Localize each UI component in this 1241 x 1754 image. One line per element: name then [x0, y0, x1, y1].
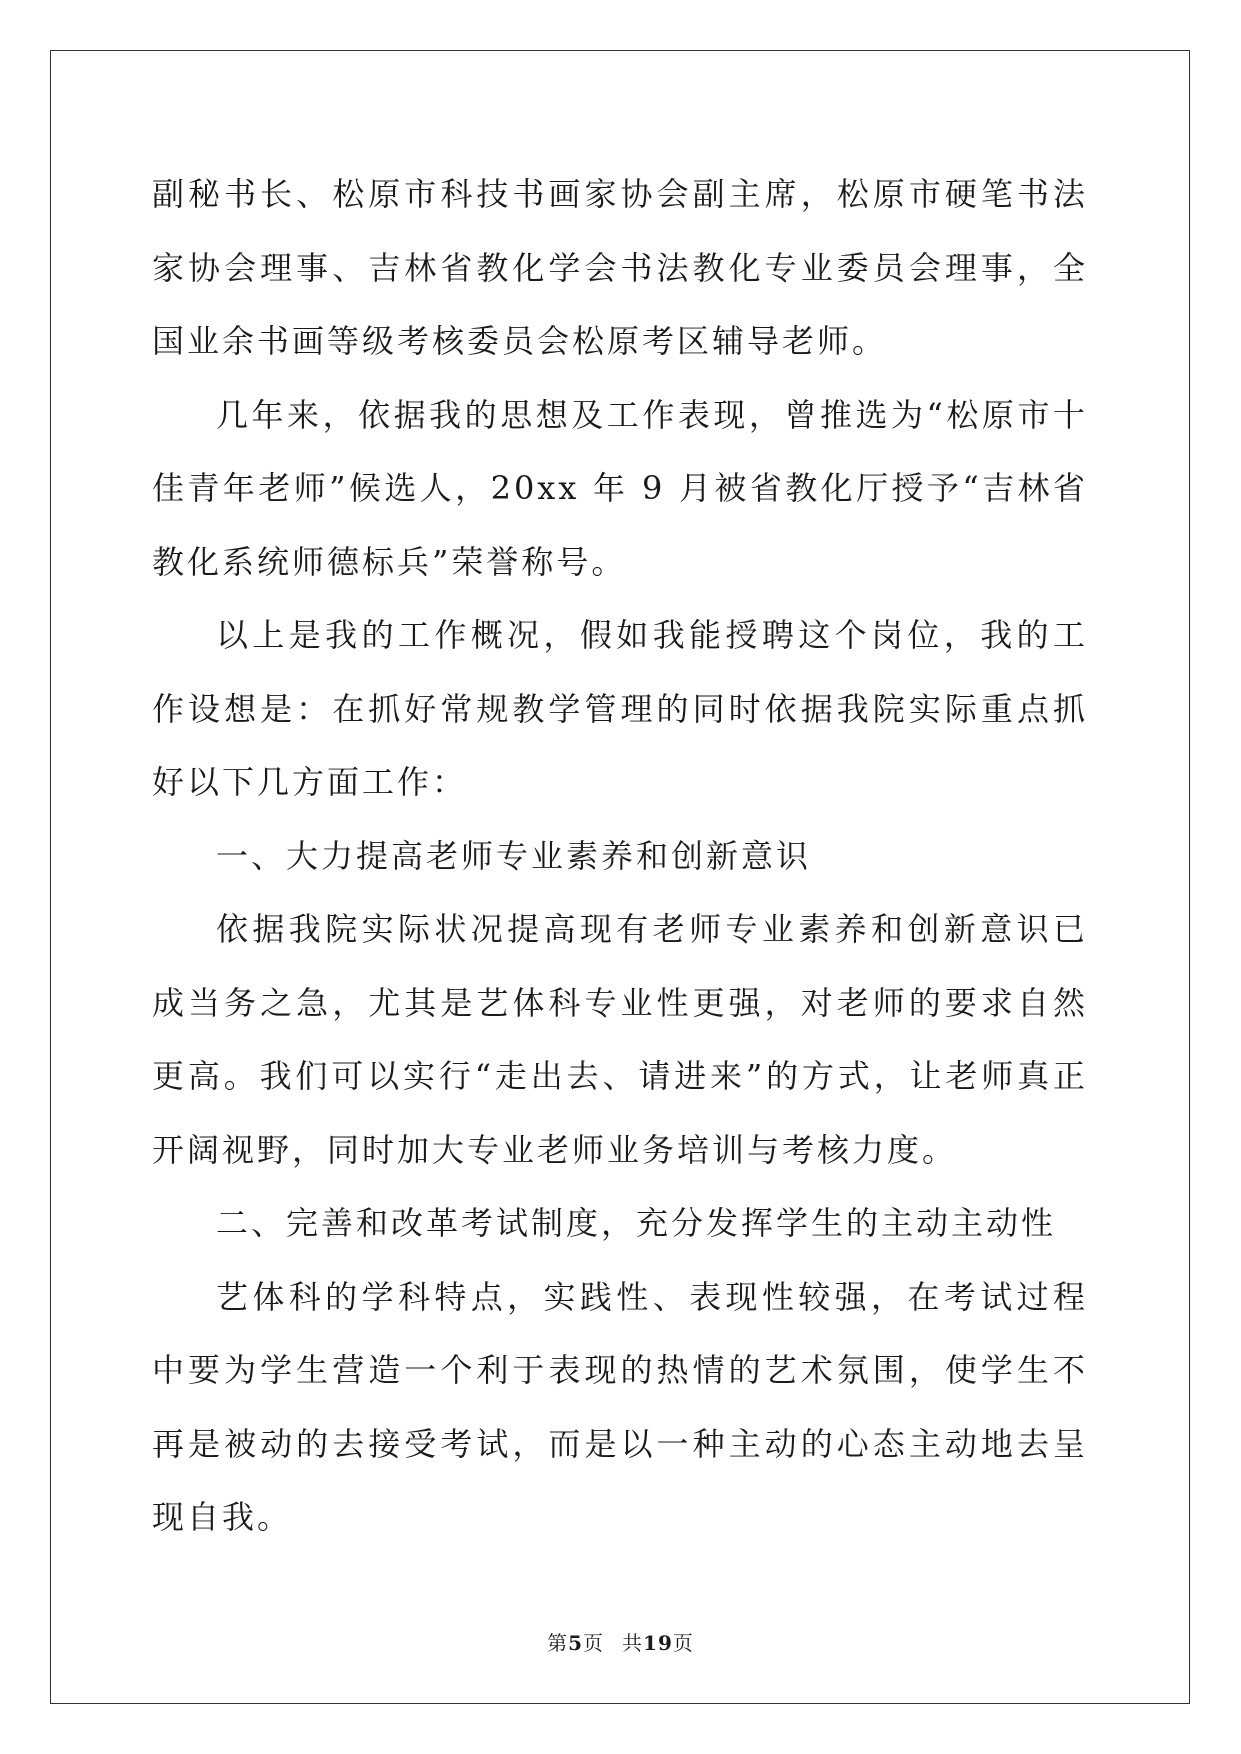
- total-suffix: 页: [672, 1631, 694, 1655]
- page-footer: [0, 1627, 1241, 1656]
- page-prefix: 第: [547, 1631, 569, 1655]
- paragraph-3: 以上是我的工作概况，假如我能授聘这个岗位，我的工作设想是：在抓好常规教学管理的同时依据我院实际重点抓好以下几方面工作：: [152, 616, 1088, 801]
- total-pages: 19: [643, 1631, 673, 1655]
- page-suffix: 页: [583, 1631, 605, 1655]
- total-prefix: 共: [622, 1631, 644, 1655]
- page-number: 5: [568, 1631, 584, 1655]
- paragraph-1: 副秘书长、松原市科技书画家协会副主席，松原市硬笔书法家协会理事、吉林省教化学会书法教化专业委员会理事，全国业余书画等级考核委员会松原考区辅导老师。: [152, 175, 1088, 360]
- section-heading-1: 一、大力提高老师专业素养和创新意识: [216, 836, 812, 875]
- document-body: [152, 158, 1088, 1555]
- section-heading-2: 二、完善和改革考试制度，充分发挥学生的主动主动性: [216, 1204, 1057, 1242]
- paragraph-4: 依据我院实际状况提高现有老师专业素养和创新意识已成当务之急，尤其是艺体科专业性更强，对老师的要求自然更高。我们可以实行“走出去、请进来”的方式，让老师真正开阔视野，同时加大专业老师业务培训与考核力度。: [152, 910, 1088, 1169]
- paragraph-2: 几年来，依据我的思想及工作表现，曾推选为“松原市十佳青年老师”候选人，20xx 年 9 月被省教化厅授予“吉林省教化系统师德标兵”荣誉称号。: [152, 395, 1088, 581]
- paragraph-5: 艺体科的学科特点，实践性、表现性较强，在考试过程中要为学生营造一个利于表现的热情的艺术氛围，使学生不再是被动的去接受考试，而是以一种主动的心态主动地去呈现自我。: [152, 1277, 1088, 1536]
